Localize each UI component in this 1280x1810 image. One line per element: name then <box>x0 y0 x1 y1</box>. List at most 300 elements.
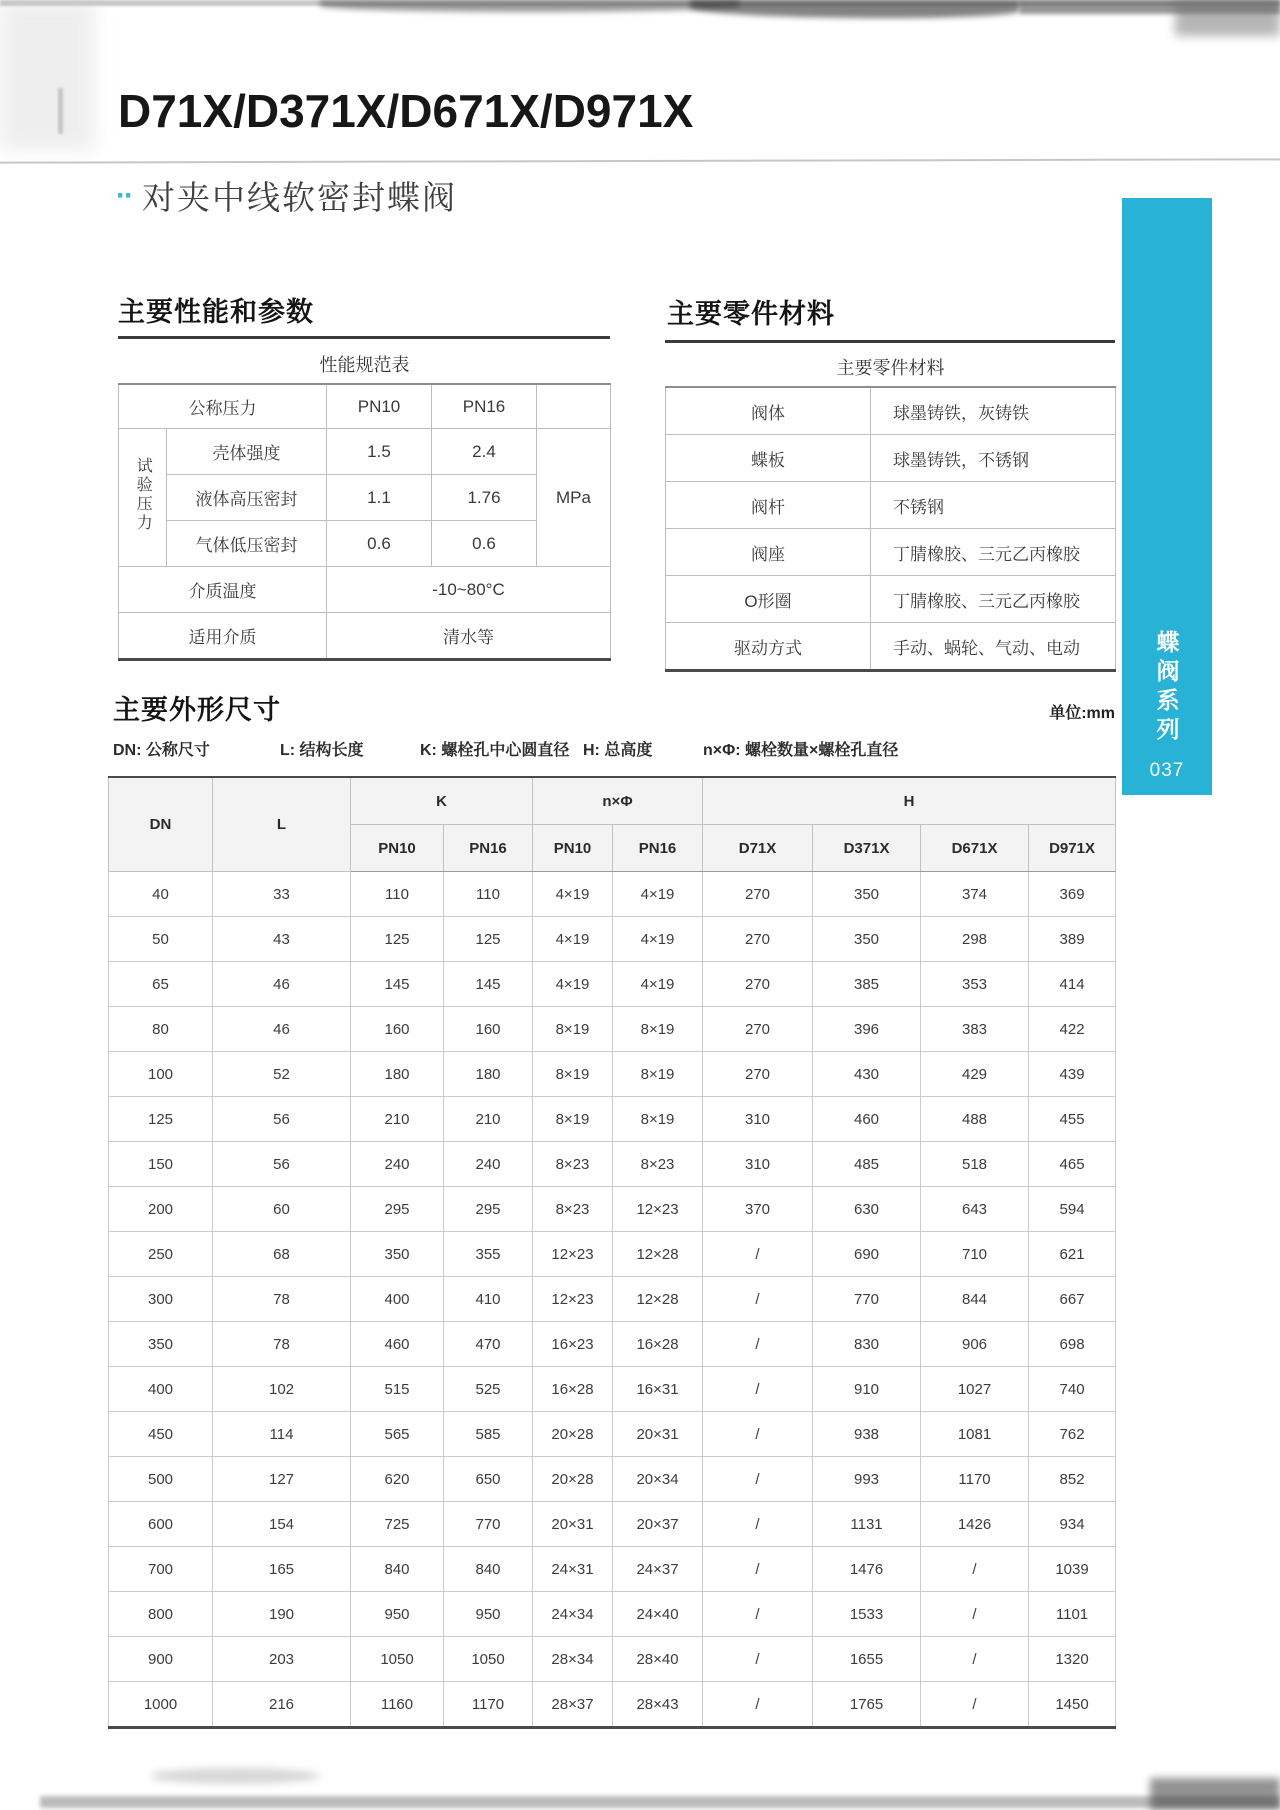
table-cell: / <box>703 1457 813 1502</box>
table-cell: 240 <box>444 1142 533 1187</box>
table-cell: 1476 <box>813 1547 921 1592</box>
table-cell: 28×43 <box>613 1682 703 1728</box>
table-cell: 310 <box>703 1142 813 1187</box>
table-cell: 1533 <box>813 1592 921 1637</box>
scan-artifact <box>0 0 95 150</box>
medium-temp-label: 介质温度 <box>119 567 327 613</box>
table-cell: 698 <box>1029 1322 1116 1367</box>
table-cell: 145 <box>444 962 533 1007</box>
h-d371x-header: D371X <box>813 825 921 872</box>
table-cell: 40 <box>109 872 213 917</box>
row-label: 壳体强度 <box>167 429 327 475</box>
table-cell: 24×37 <box>613 1547 703 1592</box>
table-cell: 485 <box>813 1142 921 1187</box>
table-cell: 102 <box>213 1367 351 1412</box>
table-cell: / <box>921 1637 1029 1682</box>
table-row <box>119 567 611 613</box>
table-cell: 400 <box>109 1367 213 1412</box>
table-cell: 906 <box>921 1322 1029 1367</box>
table-cell: 950 <box>444 1592 533 1637</box>
part-name-cell: 阀座 <box>666 529 871 576</box>
table-row <box>109 1592 1116 1637</box>
table-row <box>109 1457 1116 1502</box>
table-row <box>109 1187 1116 1232</box>
table-cell: 710 <box>921 1232 1029 1277</box>
table-cell: 50 <box>109 917 213 962</box>
table-cell: 740 <box>1029 1367 1116 1412</box>
table-cell: 125 <box>109 1097 213 1142</box>
table-cell: 127 <box>213 1457 351 1502</box>
legend-item: DN: 公称尺寸 <box>113 742 210 759</box>
materials-section-title: 主要零件材料 <box>667 299 835 329</box>
table-cell: 800 <box>109 1592 213 1637</box>
table-cell: 643 <box>921 1187 1029 1232</box>
table-cell: 414 <box>1029 962 1116 1007</box>
nphi-pn10-header: PN10 <box>533 825 613 872</box>
table-cell: 270 <box>703 872 813 917</box>
table-cell: 844 <box>921 1277 1029 1322</box>
table-cell: 24×31 <box>533 1547 613 1592</box>
table-cell: 600 <box>109 1502 213 1547</box>
material-cell: 丁腈橡胶、三元乙丙橡胶 <box>871 529 1116 576</box>
part-name-cell: O形圈 <box>666 576 871 623</box>
table-cell: 110 <box>351 872 444 917</box>
table-row <box>109 1052 1116 1097</box>
table-cell: 24×40 <box>613 1592 703 1637</box>
table-cell: 20×31 <box>533 1502 613 1547</box>
table-cell: 298 <box>921 917 1029 962</box>
table-cell: 353 <box>921 962 1029 1007</box>
table-cell: 16×28 <box>533 1367 613 1412</box>
part-name-cell: 阀体 <box>666 387 871 435</box>
nphi-pn16-header: PN16 <box>613 825 703 872</box>
h-d971x-header: D971X <box>1029 825 1116 872</box>
table-cell: 28×40 <box>613 1637 703 1682</box>
table-cell: 389 <box>1029 917 1116 962</box>
medium-temp-value: -10~80°C <box>327 567 611 613</box>
table-cell: 430 <box>813 1052 921 1097</box>
table-cell: 145 <box>351 962 444 1007</box>
table-cell: 12×23 <box>533 1232 613 1277</box>
table-cell: 1170 <box>921 1457 1029 1502</box>
table-cell: 518 <box>921 1142 1029 1187</box>
table-cell: 28×34 <box>533 1637 613 1682</box>
table-cell: / <box>703 1322 813 1367</box>
table-cell: 20×37 <box>613 1502 703 1547</box>
table-cell: 46 <box>213 962 351 1007</box>
dimensions-section-title: 主要外形尺寸 <box>113 695 281 725</box>
k-pn16-header: PN16 <box>444 825 533 872</box>
table-cell: 369 <box>1029 872 1116 917</box>
table-row <box>109 1682 1116 1728</box>
table-row <box>666 387 1116 435</box>
table-cell: 16×31 <box>613 1367 703 1412</box>
table-cell: 43 <box>213 917 351 962</box>
table-row <box>109 1367 1116 1412</box>
table-cell: 396 <box>813 1007 921 1052</box>
materials-table-title: 主要零件材料 <box>666 348 1116 387</box>
table-cell: 470 <box>444 1322 533 1367</box>
table-cell: / <box>921 1547 1029 1592</box>
table-cell: 28×37 <box>533 1682 613 1728</box>
table-cell: 8×19 <box>613 1007 703 1052</box>
table-cell: 350 <box>351 1232 444 1277</box>
table-row <box>109 1142 1116 1187</box>
table-cell: 650 <box>444 1457 533 1502</box>
table-cell: 300 <box>109 1277 213 1322</box>
table-cell: 400 <box>351 1277 444 1322</box>
scan-artifact <box>1150 1778 1280 1810</box>
page-number: 037 <box>1149 760 1185 781</box>
table-cell: 1050 <box>351 1637 444 1682</box>
material-cell: 球墨铸铁，灰铸铁 <box>871 387 1116 435</box>
table-cell: 1170 <box>444 1682 533 1728</box>
l-header: L <box>213 777 351 872</box>
scan-artifact <box>1175 0 1280 36</box>
table-row <box>119 613 611 660</box>
table-cell: 1.5 <box>327 429 432 475</box>
scan-artifact <box>40 1796 1280 1808</box>
material-cell: 丁腈橡胶、三元乙丙橡胶 <box>871 576 1116 623</box>
table-cell: 4×19 <box>613 917 703 962</box>
table-cell: 8×23 <box>533 1142 613 1187</box>
unit-cell: MPa <box>537 429 611 567</box>
table-row <box>109 1502 1116 1547</box>
table-row <box>109 1322 1116 1367</box>
table-cell: 1426 <box>921 1502 1029 1547</box>
row-label: 气体低压密封 <box>167 521 327 567</box>
table-cell: 56 <box>213 1142 351 1187</box>
table-cell: 16×23 <box>533 1322 613 1367</box>
table-cell: / <box>703 1682 813 1728</box>
table-row <box>109 1232 1116 1277</box>
table-cell: 429 <box>921 1052 1029 1097</box>
table-cell: 154 <box>213 1502 351 1547</box>
table-cell: / <box>703 1367 813 1412</box>
table-cell: 465 <box>1029 1142 1116 1187</box>
page-subtitle: 对夹中线软密封蝶阀 <box>141 179 457 216</box>
table-cell: 8×19 <box>533 1097 613 1142</box>
table-cell: 240 <box>351 1142 444 1187</box>
table-cell: 203 <box>213 1637 351 1682</box>
table-cell: 2.4 <box>432 429 537 475</box>
table-cell: 950 <box>351 1592 444 1637</box>
table-cell: 1.1 <box>327 475 432 521</box>
table-cell: 383 <box>921 1007 1029 1052</box>
table-cell: 667 <box>1029 1277 1116 1322</box>
table-cell: 370 <box>703 1187 813 1232</box>
part-name-cell: 驱动方式 <box>666 623 871 671</box>
table-row <box>109 917 1116 962</box>
table-cell: 200 <box>109 1187 213 1232</box>
table-cell: 852 <box>1029 1457 1116 1502</box>
pn16-header: PN16 <box>432 384 537 429</box>
table-cell: 210 <box>351 1097 444 1142</box>
table-cell: 1000 <box>109 1682 213 1728</box>
table-cell: 68 <box>213 1232 351 1277</box>
table-cell: 840 <box>444 1547 533 1592</box>
table-cell: 455 <box>1029 1097 1116 1142</box>
table-cell: 4×19 <box>613 962 703 1007</box>
table-cell: 295 <box>444 1187 533 1232</box>
table-row <box>109 962 1116 1007</box>
table-cell: 270 <box>703 917 813 962</box>
table-cell: 350 <box>109 1322 213 1367</box>
table-cell: 1320 <box>1029 1637 1116 1682</box>
scan-artifact <box>320 0 740 12</box>
series-label: 蝶阀系列 <box>1153 630 1180 746</box>
table-cell: 515 <box>351 1367 444 1412</box>
table-row <box>666 623 1116 671</box>
table-cell: / <box>703 1637 813 1682</box>
table-cell: / <box>703 1502 813 1547</box>
table-cell: 8×23 <box>533 1187 613 1232</box>
table-cell: 770 <box>813 1277 921 1322</box>
table-cell: 250 <box>109 1232 213 1277</box>
table-cell: 1765 <box>813 1682 921 1728</box>
dimensions-legend <box>113 737 1113 761</box>
table-row <box>666 529 1116 576</box>
table-cell: 20×34 <box>613 1457 703 1502</box>
table-cell: / <box>703 1277 813 1322</box>
title-divider <box>0 158 1280 163</box>
scan-artifact <box>58 88 63 134</box>
scan-artifact <box>0 0 1280 6</box>
table-cell: / <box>703 1412 813 1457</box>
table-cell: 460 <box>351 1322 444 1367</box>
table-cell: 125 <box>444 917 533 962</box>
table-cell: 594 <box>1029 1187 1116 1232</box>
pn10-header: PN10 <box>327 384 432 429</box>
table-cell: 8×23 <box>613 1142 703 1187</box>
material-cell: 手动、蜗轮、气动、电动 <box>871 623 1116 671</box>
medium-value: 清水等 <box>327 613 611 660</box>
scan-artifact <box>1020 0 1280 14</box>
table-cell: 114 <box>213 1412 351 1457</box>
table-title-row <box>666 348 1116 387</box>
table-cell: 180 <box>444 1052 533 1097</box>
table-cell: 8×19 <box>613 1097 703 1142</box>
table-cell: 4×19 <box>533 872 613 917</box>
table-cell: 24×34 <box>533 1592 613 1637</box>
table-cell: / <box>703 1592 813 1637</box>
table-cell: 0.6 <box>327 521 432 567</box>
table-cell: 450 <box>109 1412 213 1457</box>
table-cell: 355 <box>444 1232 533 1277</box>
nphi-group-header: n×Φ <box>533 777 703 825</box>
table-cell: 1050 <box>444 1637 533 1682</box>
table-cell: 725 <box>351 1502 444 1547</box>
table-row <box>109 1547 1116 1592</box>
performance-table <box>118 345 611 661</box>
scan-artifact <box>150 1768 320 1784</box>
table-cell: 993 <box>813 1457 921 1502</box>
table-cell: 270 <box>703 962 813 1007</box>
table-cell: 8×19 <box>533 1007 613 1052</box>
table-cell: 488 <box>921 1097 1029 1142</box>
table-cell: / <box>703 1547 813 1592</box>
legend-item: L: 结构长度 <box>280 742 364 759</box>
table-cell: 12×23 <box>533 1277 613 1322</box>
material-cell: 不锈钢 <box>871 482 1116 529</box>
section-divider <box>118 336 610 339</box>
table-cell: 20×31 <box>613 1412 703 1457</box>
table-cell: 8×19 <box>533 1052 613 1097</box>
table-cell: 270 <box>703 1007 813 1052</box>
section-divider <box>665 340 1115 343</box>
table-cell: 60 <box>213 1187 351 1232</box>
table-cell: 1131 <box>813 1502 921 1547</box>
table-cell: 934 <box>1029 1502 1116 1547</box>
table-cell: 938 <box>813 1412 921 1457</box>
table-cell: 900 <box>109 1637 213 1682</box>
table-cell: 770 <box>444 1502 533 1547</box>
h-group-header: H <box>703 777 1116 825</box>
table-cell: 0.6 <box>432 521 537 567</box>
part-name-cell: 阀杆 <box>666 482 871 529</box>
table-cell: 4×19 <box>533 917 613 962</box>
table-cell: 1655 <box>813 1637 921 1682</box>
table-row <box>119 429 611 475</box>
table-cell: 500 <box>109 1457 213 1502</box>
table-cell: 910 <box>813 1367 921 1412</box>
legend-item: K: 螺栓孔中心圆直径 <box>420 742 570 759</box>
table-cell: 20×28 <box>533 1457 613 1502</box>
table-cell: 350 <box>813 917 921 962</box>
table-cell: 270 <box>703 1052 813 1097</box>
table-cell: 110 <box>444 872 533 917</box>
table-cell: 295 <box>351 1187 444 1232</box>
scan-artifact <box>690 0 1020 18</box>
table-cell: 1027 <box>921 1367 1029 1412</box>
table-cell: 100 <box>109 1052 213 1097</box>
table-cell: 410 <box>444 1277 533 1322</box>
table-cell: 46 <box>213 1007 351 1052</box>
h-d71x-header: D71X <box>703 825 813 872</box>
table-cell: 16×28 <box>613 1322 703 1367</box>
materials-table <box>665 348 1116 672</box>
table-cell: 621 <box>1029 1232 1116 1277</box>
table-cell: 78 <box>213 1322 351 1367</box>
table-cell: 1081 <box>921 1412 1029 1457</box>
table-cell: 33 <box>213 872 351 917</box>
table-cell: 700 <box>109 1547 213 1592</box>
table-cell: 1.76 <box>432 475 537 521</box>
table-cell: 78 <box>213 1277 351 1322</box>
table-cell: 310 <box>703 1097 813 1142</box>
table-cell: 374 <box>921 872 1029 917</box>
table-row <box>109 872 1116 917</box>
table-row <box>666 435 1116 482</box>
table-cell: 8×19 <box>613 1052 703 1097</box>
performance-table-title: 性能规范表 <box>119 345 611 384</box>
table-title-row <box>119 345 611 384</box>
table-cell: 840 <box>351 1547 444 1592</box>
table-cell: 385 <box>813 962 921 1007</box>
table-cell: 620 <box>351 1457 444 1502</box>
table-cell: 160 <box>444 1007 533 1052</box>
table-cell: / <box>921 1682 1029 1728</box>
table-row <box>666 576 1116 623</box>
table-cell: 1450 <box>1029 1682 1116 1728</box>
page-title: D71X/D371X/D671X/D971X <box>118 85 694 137</box>
table-cell: 350 <box>813 872 921 917</box>
part-name-cell: 蝶板 <box>666 435 871 482</box>
table-cell: 4×19 <box>533 962 613 1007</box>
table-cell: 160 <box>351 1007 444 1052</box>
unit-label: 单位:mm <box>1049 705 1115 722</box>
legend-item: n×Φ: 螺栓数量×螺栓孔直径 <box>703 742 899 759</box>
test-pressure-label: 试验压力 <box>119 429 167 567</box>
table-cell: / <box>703 1232 813 1277</box>
table-cell: / <box>921 1592 1029 1637</box>
table-cell: 125 <box>351 917 444 962</box>
row-label: 液体高压密封 <box>167 475 327 521</box>
dimensions-table <box>108 776 1116 1729</box>
dn-header: DN <box>109 777 213 872</box>
table-cell: 439 <box>1029 1052 1116 1097</box>
table-cell: 80 <box>109 1007 213 1052</box>
table-header-row <box>119 384 611 429</box>
table-cell: 56 <box>213 1097 351 1142</box>
table-cell: 565 <box>351 1412 444 1457</box>
k-pn10-header: PN10 <box>351 825 444 872</box>
table-cell: 210 <box>444 1097 533 1142</box>
table-cell: 12×23 <box>613 1187 703 1232</box>
table-cell: 1101 <box>1029 1592 1116 1637</box>
table-cell: 1039 <box>1029 1547 1116 1592</box>
medium-label: 适用介质 <box>119 613 327 660</box>
table-cell: 190 <box>213 1592 351 1637</box>
table-cell: 585 <box>444 1412 533 1457</box>
performance-section-title: 主要性能和参数 <box>118 297 314 327</box>
table-row <box>109 1097 1116 1142</box>
h-d671x-header: D671X <box>921 825 1029 872</box>
table-cell: 1160 <box>351 1682 444 1728</box>
table-cell: 4×19 <box>613 872 703 917</box>
table-cell: 216 <box>213 1682 351 1728</box>
table-cell: 52 <box>213 1052 351 1097</box>
table-cell: 180 <box>351 1052 444 1097</box>
table-cell: 12×28 <box>613 1232 703 1277</box>
empty-cell <box>537 384 611 429</box>
table-cell: 20×28 <box>533 1412 613 1457</box>
series-tab <box>1122 198 1212 795</box>
nominal-pressure-label: 公称压力 <box>119 384 327 429</box>
table-cell: 762 <box>1029 1412 1116 1457</box>
table-cell: 422 <box>1029 1007 1116 1052</box>
table-cell: 12×28 <box>613 1277 703 1322</box>
table-cell: 690 <box>813 1232 921 1277</box>
table-row <box>109 1412 1116 1457</box>
table-cell: 65 <box>109 962 213 1007</box>
accent-dots-icon: ·· <box>116 178 132 212</box>
table-row <box>109 1007 1116 1052</box>
table-cell: 165 <box>213 1547 351 1592</box>
material-cell: 球墨铸铁，不锈钢 <box>871 435 1116 482</box>
table-cell: 460 <box>813 1097 921 1142</box>
table-row <box>109 1277 1116 1322</box>
table-cell: 830 <box>813 1322 921 1367</box>
table-cell: 630 <box>813 1187 921 1232</box>
table-cell: 525 <box>444 1367 533 1412</box>
table-cell: 150 <box>109 1142 213 1187</box>
table-row <box>666 482 1116 529</box>
table-header-row <box>109 777 1116 825</box>
table-row <box>109 1637 1116 1682</box>
legend-item: H: 总高度 <box>583 742 653 759</box>
k-group-header: K <box>351 777 533 825</box>
